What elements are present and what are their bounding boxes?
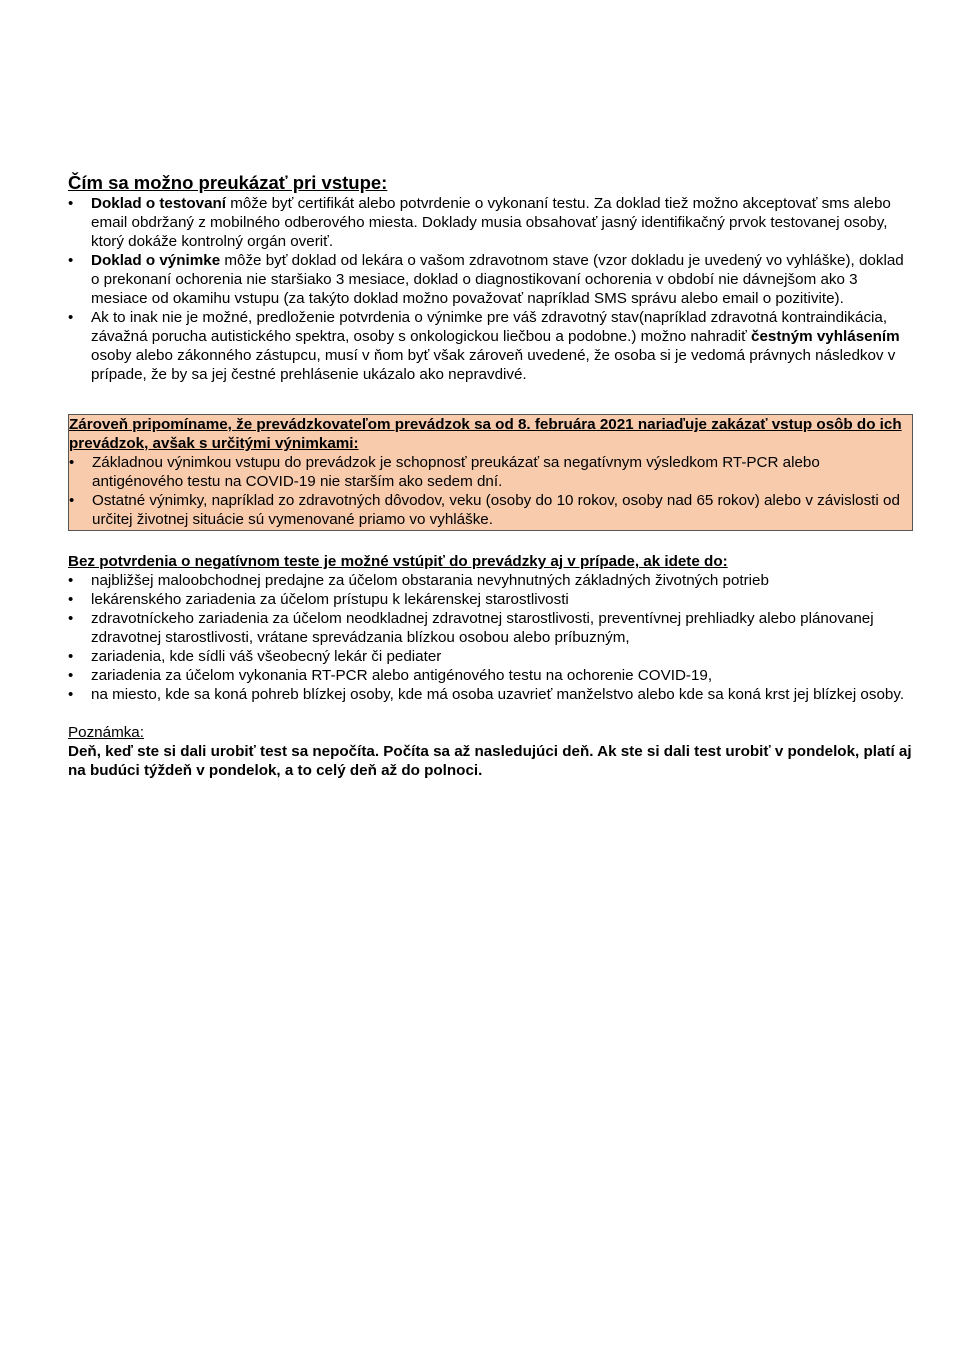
note-label: Poznámka: — [68, 724, 144, 741]
list-item-bold: čestným vyhlásením — [751, 328, 900, 345]
list-item: • Ostatné výnimky, napríklad zo zdravotných dôvodov, veku (osoby do 10 rokov, osoby nad 65 rokov) alebo v závislosti od určitej životnej situácie sú vymenované priamo vo vyhláške. — [69, 491, 910, 529]
list-item-text: môže byť certifikát alebo potvrdenie o vykonaní testu. Za doklad tiež možno akceptovať sms alebo email obdržaný z mobilného odberového miesta. Doklady musia obsahovať jasný identifikačný prvok testovanej osoby, ktorý dokáže kontrolný orgán overiť. — [91, 195, 891, 250]
list-item: • lekárenského zariadenia za účelom prístupu k lekárenskej starostlivosti — [68, 590, 913, 609]
list-item-doklad-testovani — [68, 194, 913, 251]
section3 — [68, 552, 913, 704]
document-body — [68, 172, 913, 780]
section3-heading: Bez potvrdenia o negatívnom teste je možné vstúpiť do prevádzky aj v prípade, ak idete do: — [68, 553, 728, 570]
note-section — [68, 723, 913, 780]
section3-list — [68, 571, 913, 704]
list-item: • na miesto, kde sa koná pohreb blízkej osoby, kde má osoba uzavrieť manželstvo alebo kde sa koná krst jej blízkej osoby. — [68, 685, 913, 704]
section2-heading: Zároveň pripomíname, že prevádzkovateľom prevádzok sa od 8. februára 2021 nariaďuje zakázať vstup osôb do ich prevádzok, avšak s určitými výnimkami: — [69, 416, 902, 452]
list-item: • Základnou výnimkou vstupu do prevádzok je schopnosť preukázať sa negatívnym výsledkom RT-PCR alebo antigénového testu na COVID-19 nie starším ako sedem dní. — [69, 453, 910, 491]
note-text: Deň, keď ste si dali urobiť test sa nepočíta. Počíta sa až nasledujúci deň. Ak ste si dali test urobiť v pondelok, platí aj na budúci týždeň v pondelok, a to celý deň až do polnoci. — [68, 743, 912, 779]
highlight-box — [68, 414, 913, 531]
section2-list — [69, 453, 910, 529]
list-item: • zdravotníckeho zariadenia za účelom neodkladnej zdravotnej starostlivosti, preventívnej prehliadky alebo plánovanej zdravotnej starostlivosti, vrátane sprevádzania blízkou osobou alebo príbuzným, — [68, 609, 913, 647]
section1-list — [68, 194, 913, 384]
list-item-text: osoby alebo zákonného zástupcu, musí v ňom byť však zároveň uvedené, že osoba si je vedomá právnych následkov v prípade, že by sa jej čestné prehlásenie ukázalo ako nepravdivé. — [91, 347, 896, 383]
list-item: • zariadenia, kde sídli váš všeobecný lekár či pediater — [68, 647, 913, 666]
list-item-doklad-vynimke — [68, 251, 913, 308]
list-item-text: Ak to inak nie je možné, predloženie potvrdenia o výnimke pre váš zdravotný stav(napríklad zdravotná kontraindikácia, závažná porucha autistického spektra, osoby s onkologickou liečbou a podobne.) možno nahradiť — [91, 309, 888, 345]
list-item-bold: Doklad o testovaní — [91, 195, 227, 212]
section1-heading: Čím sa možno preukázať pri vstupe: — [68, 172, 388, 193]
list-item-cestne-vyhlasenie — [68, 308, 913, 384]
list-item: • zariadenia za účelom vykonania RT-PCR alebo antigénového testu na ochorenie COVID-19, — [68, 666, 913, 685]
list-item-bold: Doklad o výnimke — [91, 252, 221, 269]
list-item-text: môže byť doklad od lekára o vašom zdravotnom stave (vzor dokladu je uvedený vo vyhláške), doklad o prekonaní ochorenia nie staršiako 3 mesiace, doklad o diagnostikovaní ochorenia v období nie dávnejšom ako 3 mesiace od okamihu vstupu (za takýto doklad možno považovať napríklad SMS správu alebo email o pozitivite). — [91, 252, 904, 307]
list-item: • najbližšej maloobchodnej predajne za účelom obstarania nevyhnutných základných životných potrieb — [68, 571, 913, 590]
